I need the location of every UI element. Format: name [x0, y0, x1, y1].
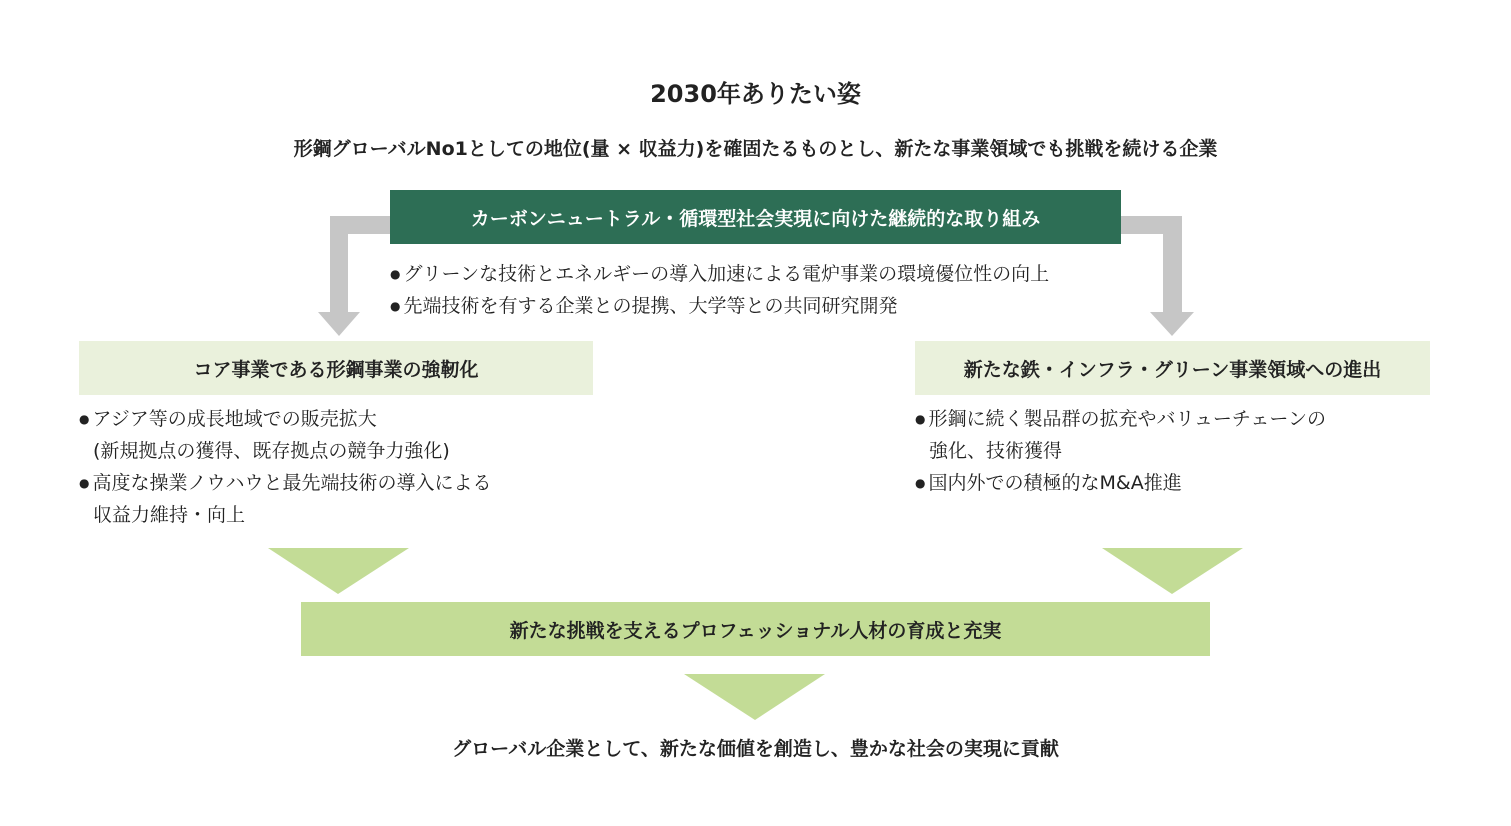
core-business-bullets — [79, 403, 492, 531]
diagram-conclusion: グローバル企業として、新たな価値を創造し、豊かな社会の実現に貢献 — [452, 738, 1059, 760]
talent-development-label: 新たな挑戦を支えるプロフェッショナル人材の育成と充実 — [509, 619, 1002, 642]
top-initiative-bullets — [390, 258, 1049, 322]
new-business-bullets — [915, 403, 1326, 499]
left-connector-arrow — [318, 216, 390, 336]
bullet-item: ● 高度な操業ノウハウと最先端技術の導入による — [79, 467, 492, 499]
core-business-box — [79, 341, 593, 395]
core-business-label: コア事業である形鋼事業の強靭化 — [193, 358, 479, 381]
right-connector-arrow — [1121, 216, 1194, 336]
center-down-triangle — [684, 674, 825, 720]
bullet-continuation: 収益力維持・向上 — [93, 504, 246, 526]
top-initiative-box — [390, 190, 1121, 244]
bullet-item: ● 国内外での積極的なM&A推進 — [915, 467, 1326, 499]
bullet-item: ● アジア等の成長地域での販売拡大 — [79, 403, 492, 435]
talent-development-box — [301, 602, 1210, 656]
top-initiative-label: カーボンニュートラル・循環型社会実現に向けた継続的な取り組み — [470, 207, 1041, 230]
right-down-triangle — [1102, 548, 1243, 594]
left-down-triangle — [268, 548, 409, 594]
new-business-box — [915, 341, 1430, 395]
bullet-continuation: (新規拠点の獲得、既存拠点の競争力強化) — [93, 440, 450, 462]
bullet-item: ● グリーンな技術とエネルギーの導入加速による電炉事業の環境優位性の向上 — [390, 258, 1049, 290]
diagram-title: 2030年ありたい姿 — [650, 80, 861, 108]
diagram-subtitle: 形鋼グローバルNo1としての地位(量 × 収益力)を確固たるものとし、新たな事業領域でも挑戦を続ける企業 — [293, 138, 1218, 160]
bullet-item: ● 形鋼に続く製品群の拡充やバリューチェーンの — [915, 403, 1326, 435]
bullet-continuation: 強化、技術獲得 — [929, 440, 1063, 462]
new-business-label: 新たな鉄・インフラ・グリーン事業領域への進出 — [963, 358, 1382, 381]
bullet-item: ● 先端技術を有する企業との提携、大学等との共同研究開発 — [390, 290, 1049, 322]
